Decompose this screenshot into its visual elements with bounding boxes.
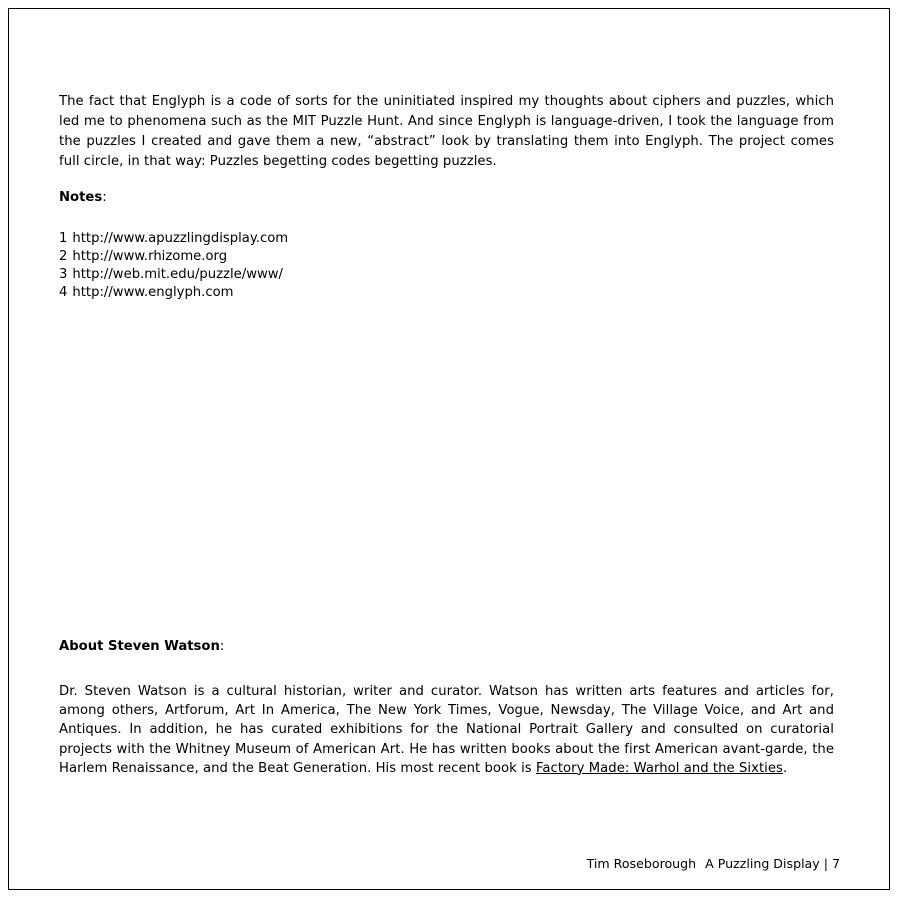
about-bio-text: Dr. Steven Watson is a cultural historian, writer and curator. Watson has written arts features and articles for, among others, Artforum, Art In America, The New York Times, Vogue, Newsday, The Village Voice, and Art and Antiques. In addition, he has curated exhibitions for the National Portrait Gallery and consulted on curatorial projects with the Whitney Museum of American Art. He has written books about the first American avant-garde, the Harlem Renaissance, and the Beat Generation. His most recent book is <box>59 684 834 776</box>
note-url[interactable]: http://www.rhizome.org <box>72 249 228 264</box>
note-number: 2 <box>59 249 68 264</box>
note-number: 1 <box>59 231 68 246</box>
notes-heading-label: Notes <box>59 190 103 205</box>
book-title: Factory Made: Warhol and the Sixties <box>535 760 783 776</box>
about-heading-colon: : <box>219 639 225 654</box>
note-number: 4 <box>59 285 68 300</box>
about-bio-end: . <box>782 760 788 776</box>
notes-section <box>59 189 559 302</box>
intro-paragraph: The fact that Englyph is a code of sorts for the uninitiated inspired my thoughts about ciphers and puzzles, which led me to phenomena such as the MIT Puzzle Hunt. And since Englyph is language-driven, I took the language from the puzzles I created and gave them a new, “abstract” look by translating them into Englyph. The project comes full circle, in that way: Puzzles begetting codes begetting puzzles. <box>59 94 834 169</box>
footer-title-page: A Puzzling Display | 7 <box>705 856 840 871</box>
note-url[interactable]: http://www.englyph.com <box>72 285 234 300</box>
about-section <box>59 638 834 778</box>
notes-list <box>59 230 559 302</box>
note-url[interactable]: http://web.mit.edu/puzzle/www/ <box>72 267 284 282</box>
intro-section <box>59 92 834 172</box>
page-footer <box>587 856 840 872</box>
footer-author: Tim Roseborough <box>586 856 697 871</box>
about-body <box>59 682 834 778</box>
note-url[interactable]: http://www.apuzzlingdisplay.com <box>72 231 289 246</box>
notes-heading <box>59 189 559 207</box>
about-paragraph <box>59 682 834 778</box>
note-number: 3 <box>59 267 68 282</box>
list-item <box>59 230 559 248</box>
about-heading-label: About Steven Watson <box>59 639 220 654</box>
list-item <box>59 284 559 302</box>
list-item <box>59 248 559 266</box>
notes-heading-colon: : <box>102 190 107 205</box>
about-heading <box>59 638 834 656</box>
list-item <box>59 266 559 284</box>
